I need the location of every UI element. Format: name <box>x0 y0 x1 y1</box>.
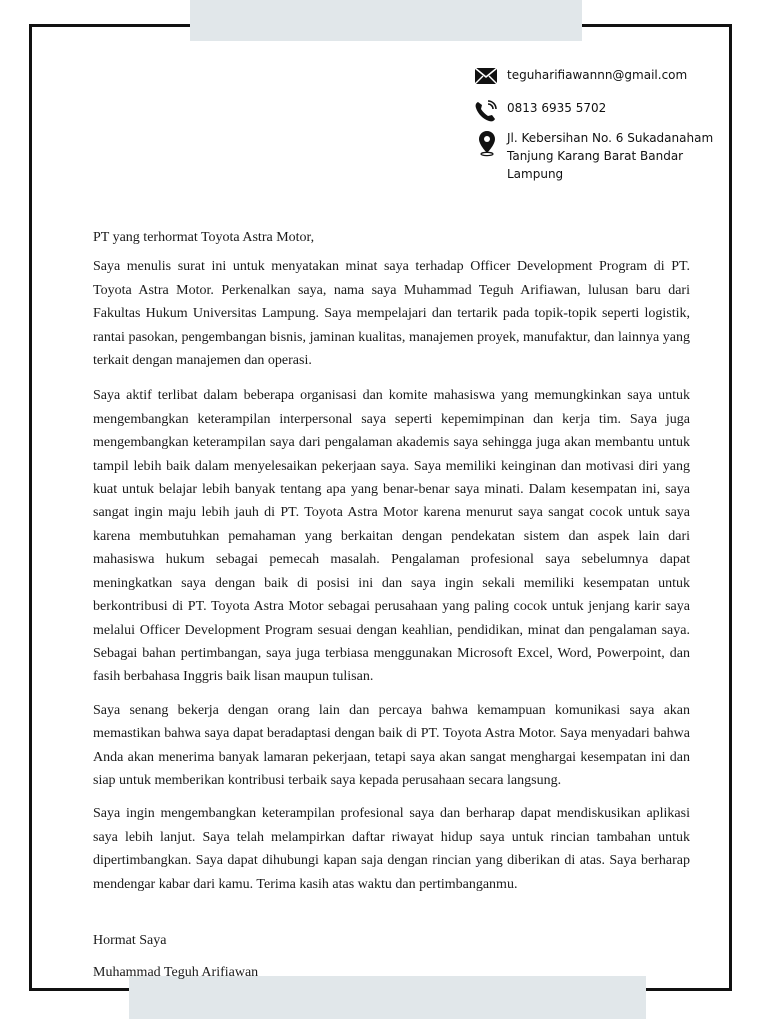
contact-phone-row <box>474 99 606 123</box>
letter-closing: Hormat Saya <box>93 933 167 948</box>
contact-email-row <box>474 66 687 90</box>
letter-paragraph: Saya menulis surat ini untuk menyatakan minat saya terhadap Officer Development Program di PT. Toyota Astra Motor. Perkenalkan saya, nama saya Muhammad Teguh Arifiawan, lulusan baru dari Fakultas Hukum Universitas Lampung. Saya mempelajari dan tertarik pada topik-topik seperti logistik, rantai pasokan, pengembangan bisnis, jaminan kualitas, manajemen proyek, manufaktur, dan lainnya yang terkait dengan manajemen dan operasi. <box>93 259 690 369</box>
letter-paragraph: Saya aktif terlibat dalam beberapa organisasi dan komite mahasiswa yang memungkinkan saya untuk mengembangkan keterampilan interpersonal saya seperti kepemimpinan dan kerja tim. Saya juga mengembangkan keterampilan saya dari pengalaman akademis saya sehingga juga akan membantu untuk tampil lebih baik dalam menyelesaikan pekerjaan saya. Saya memiliki keinginan dan motivasi diri yang kuat untuk belajar lebih banyak tentang apa yang benar-benar saya minati. Dalam kesempatan ini, saya sangat ingin maju lebih jauh di PT. Toyota Astra Motor karena menurut saya sangat cocok untuk saya karena membutuhkan pemahaman yang berkaitan dengan pendekatan sistem dan aspek lain dari mahasiswa hukum sebagai pemecah masalah. Pengalaman profesional saya sebelumnya dapat meningkatkan saya dengan baik di posisi ini dan saya ingin sekali memiliki kesempatan untuk berkontribusi di PT. Toyota Astra Motor sebagai perusahaan yang paling cocok untuk jenjang karir saya melalui Officer Development Program sesuai dengan keahlian, pendidikan, minat dan pengalaman saya. Sebagai bahan pertimbangan, saya juga terbiasa menggunakan Microsoft Excel, Word, Powerpoint, dan fasih berbahasa Inggris baik lisan maupun tulisan. <box>93 388 690 685</box>
envelope-icon <box>474 66 501 90</box>
letter-salutation: PT yang terhormat Toyota Astra Motor, <box>93 230 315 245</box>
contact-email[interactable]: teguharifiawannn@gmail.com <box>507 68 688 82</box>
contact-address-row <box>474 129 717 183</box>
contact-phone[interactable]: 0813 6935 5702 <box>507 101 607 115</box>
letter-signature: Muhammad Teguh Arifiawan <box>93 965 259 980</box>
phone-icon <box>474 99 501 123</box>
letter-paragraph: Saya senang bekerja dengan orang lain dan percaya bahwa kemampuan komunikasi saya akan memastikan bahwa saya dapat beradaptasi dengan baik di PT. Toyota Astra Motor. Saya menyadari bahwa Anda akan menerima banyak lamaran pekerjaan, tetapi saya akan sangat menghargai kesempatan ini dan siap untuk memberikan kontribusi terbaik saya kepada perusahaan secara langsung. <box>93 702 690 788</box>
letter-body <box>93 226 690 896</box>
location-pin-icon <box>474 129 501 153</box>
letter-paragraph: Saya ingin mengembangkan keterampilan profesional saya dan berharap dapat mendiskusikan aplikasi saya lebih lanjut. Saya telah melampirkan daftar riwayat hidup saya untuk rincian tambahan untuk dipertimbangkan. Saya dapat dihubungi kapan saja dengan rincian yang diberikan di atas. Saya berharap mendengar kabar dari kamu. Terima kasih atas waktu dan pertimbanganmu. <box>93 806 690 892</box>
contact-address: Jl. Kebersihan No. 6 Sukadanaham Tanjung Karang Barat Bandar Lampung <box>507 131 714 181</box>
header-decor-bar <box>190 0 582 41</box>
